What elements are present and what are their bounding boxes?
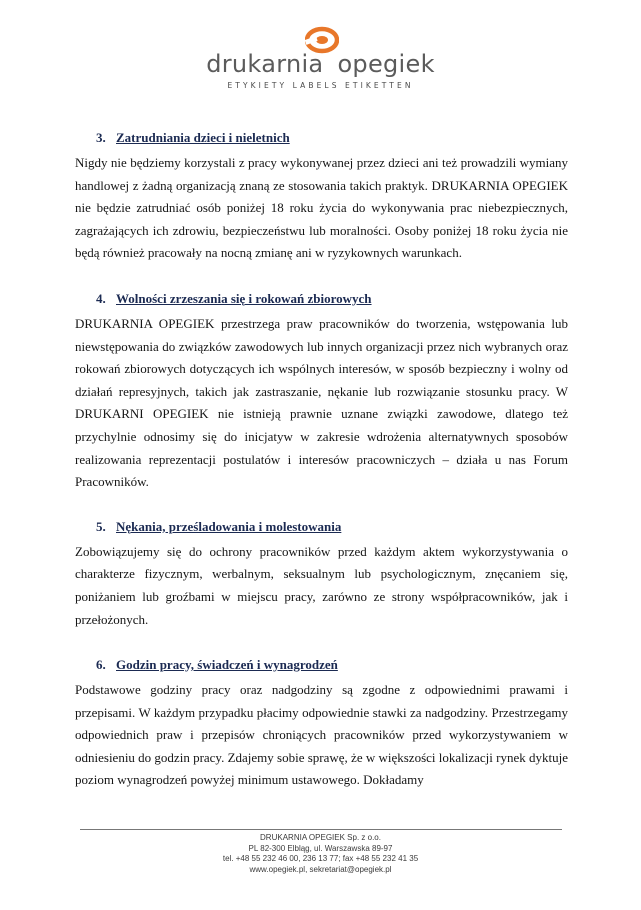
section-harassment [75,519,568,631]
section-paragraph: Nigdy nie będziemy korzystali z pracy wykonywanej przez dzieci ani też prowadzili wymiany handlowej z żadną organizacją znaną ze stosowania takich praktyk. DRUKARNIA OPEGIEK nie będzie zatrudniać osób poniżej 18 roku życia do wykonywania prac niebezpiecznych, zagrażających ich zdrowiu, bezpieczeństwu lub moralności. Osoby poniżej 18 roku życia nie będą również pracowały na nocną zmianę ani w ryzykownych warunkach. [75,155,568,261]
section-number: 3. [96,130,106,145]
footer-company: DRUKARNIA OPEGIEK Sp. z o.o. [260,833,381,842]
section-title: Zatrudniania dzieci i nieletnich [116,130,290,145]
section-heading [96,519,568,537]
section-heading [96,130,568,148]
footer-divider [80,829,562,830]
section-paragraph: DRUKARNIA OPEGIEK przestrzega praw pracowników do tworzenia, wstępowania lub niewstępowania do związków zawodowych lub innych organizacji przez nich wybranych oraz rokowań zbiorowych dotyczących ich wspólnych interesów, w sposób bezpieczny i wolny od działań represyjnych, takich jak zastraszanie, nękanie lub rozwiązanie stosunku pracy. W DRUKARNI OPEGIEK nie istnieją prawnie uznane związki zawodowe, dlatego też przychylnie odnosimy się do inicjatyw w zakresie wdrożenia alternatywnych sposobów realizowania reprezentacji postulatów i interesów pracowniczych – działa u nas Forum Pracowników. [75,315,568,490]
page-footer [0,833,641,875]
logo-name-part1: drukarnia [206,50,324,78]
logo-wordmark [0,50,641,78]
logo-name-part2: opegiek [337,50,435,78]
section-heading [96,657,568,675]
section-paragraph: Zobowiązujemy się do ochrony pracowników przed każdym aktem wykorzystywania o charakterze fizycznym, werbalnym, seksualnym lub psychologicznym, znęcaniem się, poniżaniem lub groźbami w miejscu pracy, zarówno ze strony współpracowników, jak i przełożonych. [75,543,568,627]
footer-phone: tel. +48 55 232 46 00, 236 13 77; fax +48 55 232 41 35 [222,854,419,863]
logo-tagline: ETYKIETY LABELS ETIKETTEN [227,81,414,90]
section-paragraph: Podstawowe godziny pracy oraz nadgodziny są zgodne z odpowiednimi prawami i przepisami. W każdym przypadku płacimy odpowiednie stawki za nadgodziny. Przestrzegamy odpowiednich praw i przepisów chroniących pracowników przed wykorzystywaniem w odniesieniu do godzin pracy. Zdajemy sobie sprawę, że w większości lokalizacji rynek dyktuje poziom wynagrodzeń powyżej minimum ustawowego. Dokładamy [75,682,569,788]
section-heading [96,291,568,309]
section-number: 4. [96,290,106,306]
section-working-hours [75,657,568,792]
section-number: 6. [96,657,106,673]
footer-web[interactable]: www.opegiek.pl, sekretariat@opegiek.pl [249,864,392,874]
section-title: Wolności zrzeszania się i rokowań zbiorowych [116,290,372,306]
section-freedom-of-association [75,291,568,494]
section-title: Nękania, prześladowania i molestowania [116,518,342,534]
section-title: Godzin pracy, świadczeń i wynagrodzeń [116,657,338,673]
footer-address: PL 82-300 Elbląg, ul. Warszawska 89-97 [248,843,393,853]
section-child-labour [75,130,568,265]
section-number: 5. [96,518,106,534]
document-body [75,124,568,792]
